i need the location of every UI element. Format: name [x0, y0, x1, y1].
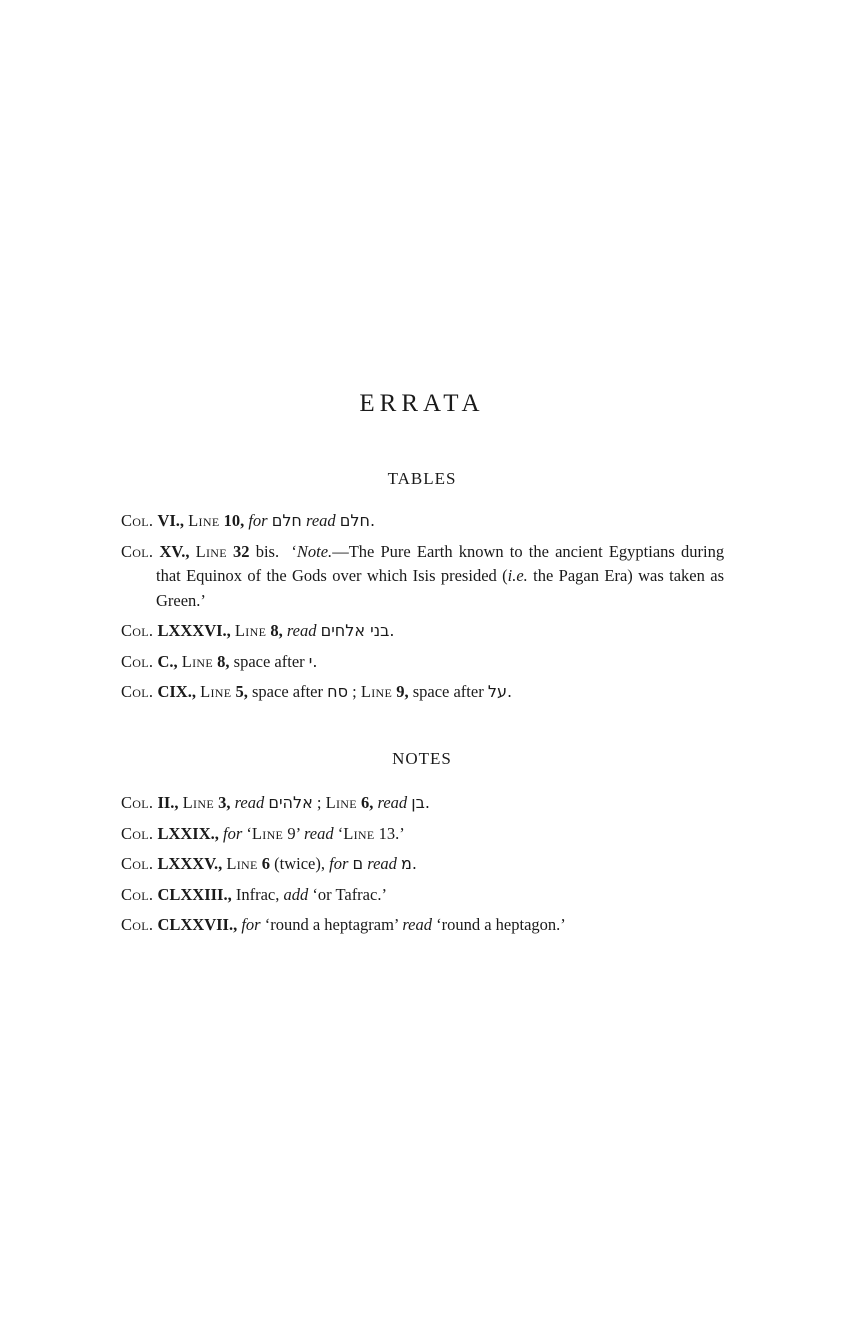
col-label: Col. [121, 823, 154, 843]
col-number: CLXXIII., [157, 884, 232, 904]
correct-text: חלם. [339, 511, 376, 530]
col-label: Col. [121, 651, 154, 671]
col-label: Col. [121, 682, 154, 701]
note-erratum-col-clxxvii [121, 913, 724, 938]
line-number-2: 6, [361, 793, 374, 812]
note-erratum-col-lxxix [121, 822, 724, 847]
col-label: Col. [121, 854, 154, 873]
wrong-line-number: 9’ [287, 823, 300, 843]
hebrew-char: סח [327, 682, 348, 701]
col-number: II., [157, 793, 179, 812]
wrong-line-label: Line [251, 823, 284, 843]
read-word: read [286, 621, 317, 640]
col-number: XV., [159, 541, 190, 561]
separator: ; [352, 682, 357, 701]
line-label: Line [181, 651, 214, 671]
note-text: —The Pure Earth known to the ancient Egyptians during that Equinox of the Gods over which Isis presided ( [156, 541, 725, 585]
for-word: for [241, 915, 261, 934]
col-label: Col. [121, 541, 154, 561]
col-number: LXXIX., [157, 823, 219, 843]
line-label-2: Line [325, 793, 357, 812]
erratum-col-cix [121, 680, 724, 705]
note-erratum-col-ii [121, 791, 724, 816]
read-word-2: read [377, 793, 408, 812]
col-number: LXXXV., [157, 854, 223, 873]
read-word: read [402, 915, 432, 934]
hebrew-char-2: על. [487, 682, 513, 701]
line-number: 8, [270, 621, 283, 640]
space-after-text-2: space after [412, 682, 484, 701]
erratum-col-vi [121, 509, 724, 534]
line-label: Line [234, 621, 267, 640]
add-word: add [283, 884, 309, 904]
correct-text-2: בן. [411, 793, 430, 812]
note-label: Note. [296, 541, 333, 561]
hebrew-char: י. [308, 651, 318, 671]
wrong-text: חלם [271, 511, 302, 530]
separator: ; [316, 793, 322, 812]
wrong-text: ‘round a heptagram’ [264, 915, 399, 934]
ie-abbrev: i.e. [507, 566, 528, 585]
tables-heading: TABLES [387, 469, 457, 488]
line-label: Line [226, 854, 258, 873]
wrong-text: ם [352, 854, 364, 873]
line-number: 6 [261, 854, 271, 873]
correct-text: ‘round a heptagon.’ [436, 915, 566, 934]
right-line-number: 13.’ [378, 823, 405, 843]
line-number-2: 9, [396, 682, 409, 701]
read-word: read [306, 511, 336, 530]
page-title: ERRATA [359, 390, 485, 417]
col-number: CLXXVII., [157, 915, 238, 934]
twice-text: (twice), [274, 854, 326, 873]
col-number: VI., [157, 511, 185, 530]
infrac-text: Infrac, [235, 884, 280, 904]
read-word: read [234, 793, 265, 812]
wrong-quote-open: ‘ [246, 823, 252, 843]
read-word: read [367, 854, 397, 873]
correct-text: מ. [401, 854, 418, 873]
col-label: Col. [121, 793, 154, 812]
for-word: for [248, 511, 268, 530]
correct-text: בני אלחים. [320, 621, 395, 640]
col-number: CIX., [157, 682, 196, 701]
col-number: C., [157, 651, 178, 671]
col-label: Col. [121, 915, 154, 934]
line-number: 8, [217, 651, 230, 671]
col-number: LXXXVI., [157, 621, 231, 640]
read-word: read [303, 823, 334, 843]
line-number: 5, [235, 682, 248, 701]
line-label: Line [195, 541, 227, 561]
line-label-2: Line [360, 682, 393, 701]
correct-text: אלהים [268, 793, 313, 812]
col-label: Col. [121, 511, 154, 530]
line-number: 3, [218, 793, 231, 812]
tables-errata-list [121, 509, 724, 711]
line-number: 10, [223, 511, 245, 530]
space-after-text: space after [233, 651, 305, 671]
line-label: Line [188, 511, 220, 530]
for-word: for [223, 823, 243, 843]
line-number: 32 [233, 541, 250, 561]
erratum-col-c [121, 650, 724, 675]
bis-text: bis. [255, 541, 280, 561]
col-label: Col. [121, 621, 154, 640]
quote-open: ‘ [291, 541, 297, 561]
right-line-label: Line [343, 823, 375, 843]
erratum-col-xv [121, 540, 724, 614]
note-erratum-col-lxxxv [121, 852, 724, 877]
line-label: Line [182, 793, 214, 812]
erratum-col-lxxxvi [121, 619, 724, 644]
note-end: the Pagan Era) was taken as Green.’ [156, 566, 724, 610]
right-quote-open: ‘ [337, 823, 344, 843]
col-label: Col. [121, 884, 154, 904]
notes-errata-list [121, 791, 724, 944]
line-label: Line [200, 682, 232, 701]
added-text: ‘or Tafrac.’ [312, 884, 387, 904]
notes-heading: NOTES [392, 749, 452, 768]
space-after-text: space after [252, 682, 323, 701]
for-word: for [329, 854, 349, 873]
note-erratum-col-clxxiii [121, 883, 724, 908]
